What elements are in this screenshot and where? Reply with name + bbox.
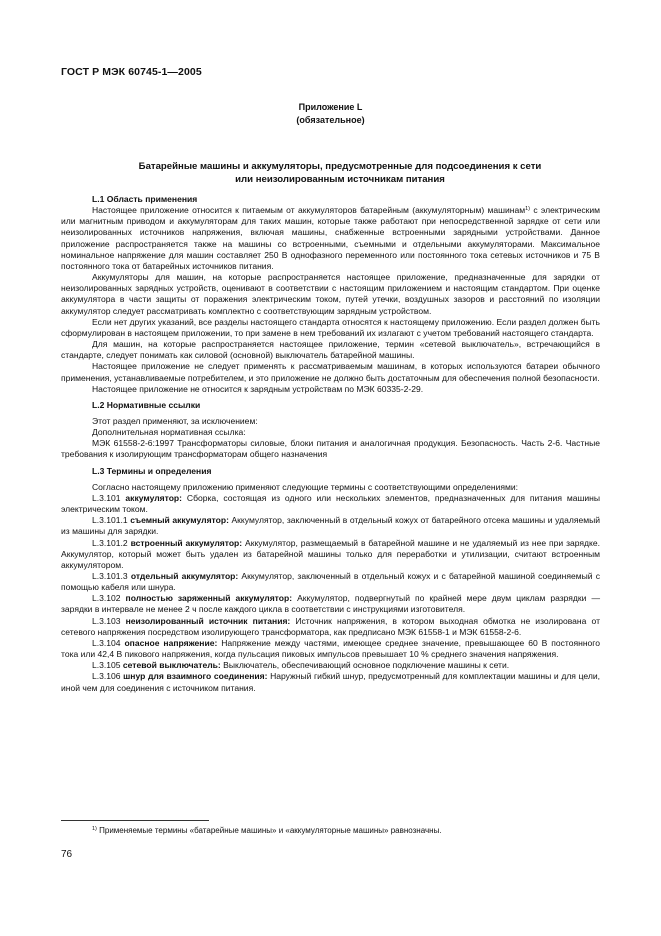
annex-heading-line-1: Батарейные машины и аккумуляторы, предусмотренные для подсоединения к сети	[138, 161, 542, 172]
annex-title: Приложение L	[298, 102, 363, 112]
term-text: Напряжение между частями, имеющее среднее значение, превышающее 60 В постоянного тока или 42,4 В пикового напряжения, когда пульсация пиковых импульсов превышает 10 % среднего значения напряжения.	[61, 637, 600, 660]
paragraph: Этот раздел применяют, за исключением:	[92, 415, 258, 426]
term-name: съемный аккумулятор:	[130, 515, 229, 526]
section-heading-terms: L.3 Термины и определения	[92, 465, 212, 476]
term-text: Аккумулятор, заключенный в отдельный кожух и с батарейной машиной соединяемый с помощью кабеля или шнура.	[61, 571, 600, 593]
terms-list	[61, 493, 600, 694]
term-definition	[61, 515, 600, 537]
term-definition	[61, 593, 600, 615]
paragraph: Настоящее приложение не относится к зарядным устройствам по МЭК 60335-2-29.	[92, 383, 424, 394]
paragraph: Аккумуляторы для машин, на которые распространяется настоящее приложение, предназначенные для зарядки от неизолированных зарядных устройств, оценивают в соответствии с настоящим приложением и настоящим стандартом. При оценке аккумулятора в части защиты от поражения электрическим током, путей утечки, воздушных зазоров и расстояний по изоляции аккумулятор следует рассматривать комплектно с соответствующим зарядным устройством.	[61, 272, 600, 316]
term-text: Аккумулятор, заключенный в отдельный кожух от батарейного отсека машины и удаляемый из машины для зарядки.	[61, 515, 600, 537]
footnote	[92, 826, 602, 836]
paragraph	[61, 205, 600, 272]
paragraph: Настоящее приложение не следует применять к рассматриваемым машинам, в которых используются батареи обычного применения, устанавливаемые потребителем, и это приложение не должно быть достаточным для обеспечения полной безопасности.	[61, 361, 600, 383]
term-text: Наружный гибкий шнур, предусмотренный для комплектации машины и для цели, иной чем для соединения с источником питания.	[61, 671, 600, 693]
term-name: полностью заряженный аккумулятор:	[125, 593, 293, 604]
paragraph-text: Настоящее приложение относится к питаемым от аккумуляторов батарейным (аккумуляторным) машинам	[92, 205, 526, 216]
paragraph: Согласно настоящему приложению применяют следующие термины с соответствующими определениями:	[92, 481, 518, 492]
term-number: L.3.102	[92, 593, 126, 604]
term-number: L.3.101.2	[92, 537, 131, 548]
term-definition	[61, 638, 600, 660]
section-heading-scope: L.1 Область применения	[92, 194, 198, 204]
document-code-header: ГОСТ Р МЭК 60745-1—2005	[61, 66, 202, 78]
paragraph: Дополнительная нормативная ссылка:	[92, 427, 246, 438]
paragraph: МЭК 61558-2-6:1997 Трансформаторы силовые, блоки питания и аналогичная продукция. Безопасность. Часть 2-6. Частные требования к изолирующим трансформаторам общего назначения	[61, 438, 600, 460]
term-definition	[61, 671, 600, 693]
term-text: Выключатель, обеспечивающий основное подключение машины к сети.	[220, 660, 510, 671]
paragraph: Если нет других указаний, все разделы настоящего стандарта относятся к настоящему приложению. Если раздел должен быть сформулирован в настоящем приложении, то при замене в нем требований их излагают с учетом требований настоящего стандарта.	[61, 316, 600, 338]
term-definition	[61, 571, 600, 593]
term-number: L.3.104	[92, 637, 125, 648]
page-number: 76	[61, 849, 73, 860]
term-number: L.3.105	[92, 660, 123, 671]
term-definition	[61, 616, 600, 638]
footnote-mark: 1)	[92, 826, 97, 832]
term-text: Аккумулятор, размещаемый в батарейной машине и не удаляемый из нее при зарядке. Аккумулятор, который может быть удален из батарейной машины только для переработки и утилизации, считают встроенным аккумулятором.	[61, 537, 600, 570]
term-name: аккумулятор:	[125, 492, 182, 503]
term-number: L.3.106	[92, 671, 124, 682]
footnote-ref: 1)	[525, 206, 531, 213]
term-text: Сборка, состоящая из одного или нескольких элементов, предназначенных для питания машины электрическим током.	[61, 492, 600, 515]
term-definition	[61, 538, 600, 571]
term-name: неизолированный источник питания:	[125, 615, 291, 626]
term-name: сетевой выключатель:	[122, 660, 221, 671]
document-body	[61, 194, 600, 694]
term-number: L.3.101.3	[92, 571, 131, 581]
term-name: шнур для взаимного соединения:	[123, 671, 268, 682]
annex-status: (обязательное)	[296, 115, 365, 125]
term-definition	[61, 660, 600, 671]
term-number: L.3.103	[92, 615, 126, 626]
term-name: отдельный аккумулятор:	[130, 571, 239, 581]
term-definition	[61, 493, 600, 515]
term-number: L.3.101	[92, 492, 126, 503]
term-number: L.3.101.1	[92, 515, 131, 526]
term-text: Источник напряжения, в котором выходная обмотка не изолирована от сетевого напряжения посредством изолирующего трансформатора, как предписано МЭК 61558-1 и МЭК 61558-2-6.	[61, 615, 600, 637]
term-text: Аккумулятор, подвергнутый по крайней мере двум циклам разрядки — зарядки в интервале не менее 2 ч после каждого цикла в соответствии с инструкциями изготовителя.	[61, 593, 600, 615]
annex-heading-line-2: или неизолированным источникам питания	[235, 174, 445, 185]
section-heading-references: L.2 Нормативные ссылки	[92, 399, 201, 410]
footnote-text: Применяемые термины «батарейные машины» и «аккумуляторные машины» равнозначны.	[96, 826, 442, 835]
paragraph: Для машин, на которые распространяется настоящее приложение, термин «сетевой выключатель», встречающийся в стандарте, следует понимать как силовой (основной) выключатель батарейной машины.	[61, 339, 600, 361]
paragraph-text: с электрическим или магнитным приводом и аккумуляторам для таких машин, которые также работают при непосредственной зарядке от сети или неизолированных источников напряжения, включая машины, снабженные встроенными зарядными устройствами. Данное приложение распространяется также на машины со встроенными, съемными и отдельными аккумуляторами. Максимальное номинальное напряжение для машин составляет 250 В однофазного переменного или постоянного тока сетевых источников и 75 В постоянного тока от батарейных источников питания.	[61, 205, 600, 271]
term-name: опасное напряжение:	[124, 637, 218, 648]
term-name: встроенный аккумулятор:	[130, 537, 243, 548]
footnote-separator	[61, 820, 209, 821]
annex-label	[0, 101, 661, 127]
annex-heading	[70, 160, 610, 186]
